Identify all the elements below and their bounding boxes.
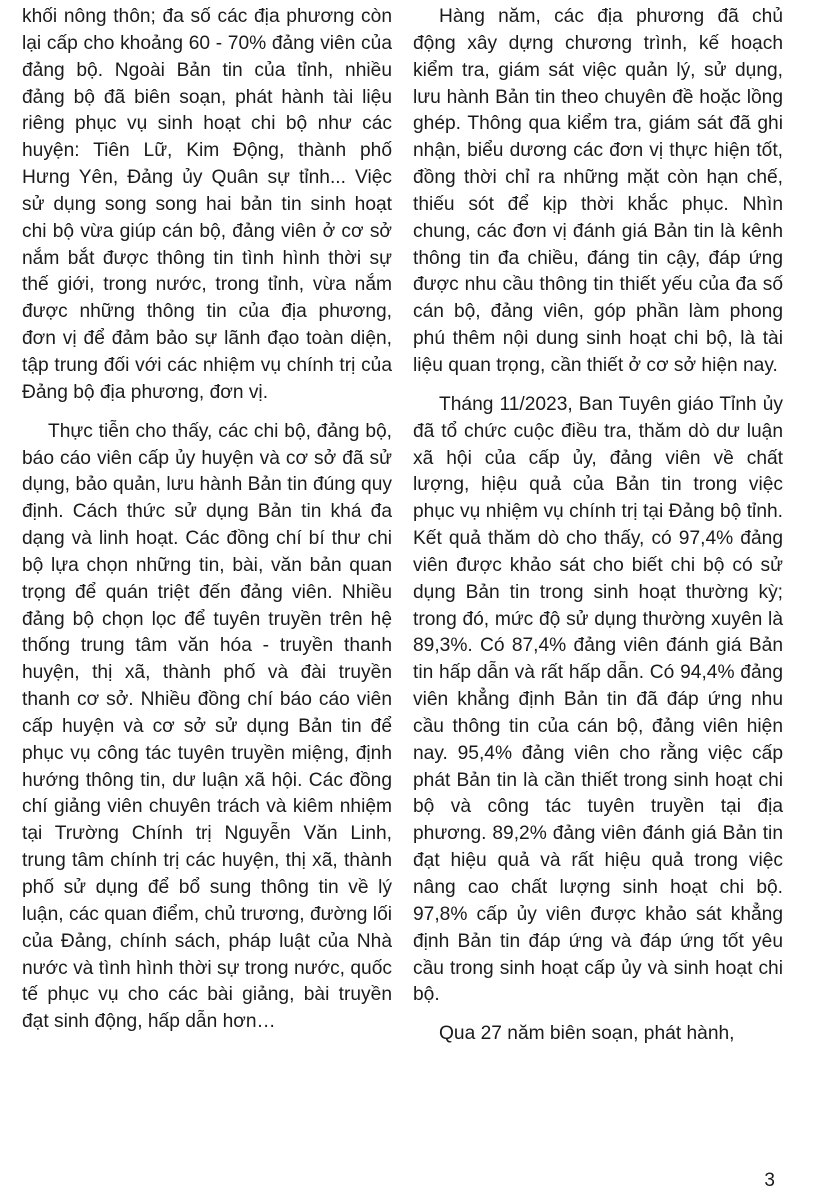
paragraph: Thực tiễn cho thấy, các chi bộ, đảng bộ, báo cáo viên cấp ủy huyện và cơ sở đã sử dụng, bảo quản, lưu hành Bản tin đúng quy định. Cách thức sử dụng Bản tin khá đa dạng và linh hoạt. Các đồng chí bí thư chi bộ lựa chọn những tin, bài, văn bản quan trọng để quán triệt đến đảng viên. Nhiều đảng bộ chọn lọc để tuyên truyền trên hệ thống trung tâm văn hóa - truyền thanh huyện, thị xã, thành phố và đài truyền thanh cơ sở. Nhiều đồng chí báo cáo viên cấp huyện và cơ sở sử dụng Bản tin để phục vụ công tác tuyên truyền miệng, định hướng thông tin, dư luận xã hội. Các đồng chí giảng viên chuyên trách và kiêm nhiệm tại Trường Chính trị Nguyễn Văn Linh, trung tâm chính trị các huyện, thị xã, thành phố sử dụng để bổ sung thông tin về lý luận, các quan điểm, chủ trương, đường lối của Đảng, chính sách, pháp luật của Nhà nước và tình hình thời sự trong nước, quốc tế phục vụ cho các bài giảng, bài truyền đạt sinh động, hấp dẫn hơn… xyxy=(22,420,392,1033)
paragraph: Hàng năm, các địa phương đã chủ động xây dựng chương trình, kế hoạch kiểm tra, giám sát việc quản lý, sử dụng, lưu hành Bản tin theo chuyên đề hoặc lồng ghép. Thông qua kiểm tra, giám sát đã ghi nhận, biểu dương các đơn vị thực hiện tốt, đồng thời chỉ ra những mặt còn hạn chế, thiếu sót để kịp thời khắc phục. Nhìn chung, các đơn vị đánh giá Bản tin là kênh thông tin đa chiều, đáng tin cậy, đáp ứng được nhu cầu thông tin thiết yếu của đa số cán bộ, đảng viên, góp phần làm phong phú thêm nội dung sinh hoạt chi bộ, là tài liệu quan trọng, cần thiết ở cơ sở hiện nay. xyxy=(413,6,783,376)
text-column-right xyxy=(413,4,783,1060)
paragraph: Qua 27 năm biên soạn, phát hành, xyxy=(439,1023,735,1045)
page-number: 3 xyxy=(764,1170,775,1191)
paragraph: khối nông thôn; đa số các địa phương còn lại cấp cho khoảng 60 - 70% đảng viên của đảng bộ. Ngoài Bản tin của tỉnh, nhiều đảng bộ đã biên soạn, phát hành tài liệu riêng phục vụ sinh hoạt chi bộ như các huyện: Tiên Lữ, Kim Động, thành phố Hưng Yên, Đảng ủy Quân sự tỉnh... Việc sử dụng song song hai bản tin sinh hoạt chi bộ vừa giúp cán bộ, đảng viên ở cơ sở nắm bắt được thông tin tình hình thời sự thế giới, trong nước, trong tỉnh, vừa nắm được những thông tin của địa phương, đơn vị để đảm bảo sự lãnh đạo toàn diện, tập trung đối với các nhiệm vụ chính trị của Đảng bộ địa phương, đơn vị. xyxy=(22,6,392,403)
text-column-left xyxy=(22,4,392,1048)
paragraph: Tháng 11/2023, Ban Tuyên giáo Tỉnh ủy đã tổ chức cuộc điều tra, thăm dò dư luận xã hội của cấp ủy, đảng viên về chất lượng, hiệu quả của Bản tin trong việc phục vụ nhiệm vụ chính trị tại Đảng bộ tỉnh. Kết quả thăm dò cho thấy, có 97,4% đảng viên được khảo sát cho biết chi bộ có sử dụng Bản tin trong sinh hoạt thường kỳ; trong đó, mức độ sử dụng thường xuyên là 89,3%. Có 87,4% đảng viên đánh giá Bản tin hấp dẫn và rất hấp dẫn. Có 94,4% đảng viên khẳng định Bản tin đã đáp ứng nhu cầu thông tin của cán bộ, đảng viên hiện nay. 95,4% đảng viên cho rằng việc cấp phát Bản tin là cần thiết trong sinh hoạt chi bộ và công tác tuyên truyền tại địa phương. 89,2% đảng viên đánh giá Bản tin đạt hiệu quả và rất hiệu quả trong việc nâng cao chất lượng sinh hoạt chi bộ. 97,8% cấp ủy viên được khảo sát khẳng định Bản tin đáp ứng và đáp ứng tốt yêu cầu trong sinh hoạt cấp ủy và sinh hoạt chi bộ. xyxy=(413,393,783,1006)
